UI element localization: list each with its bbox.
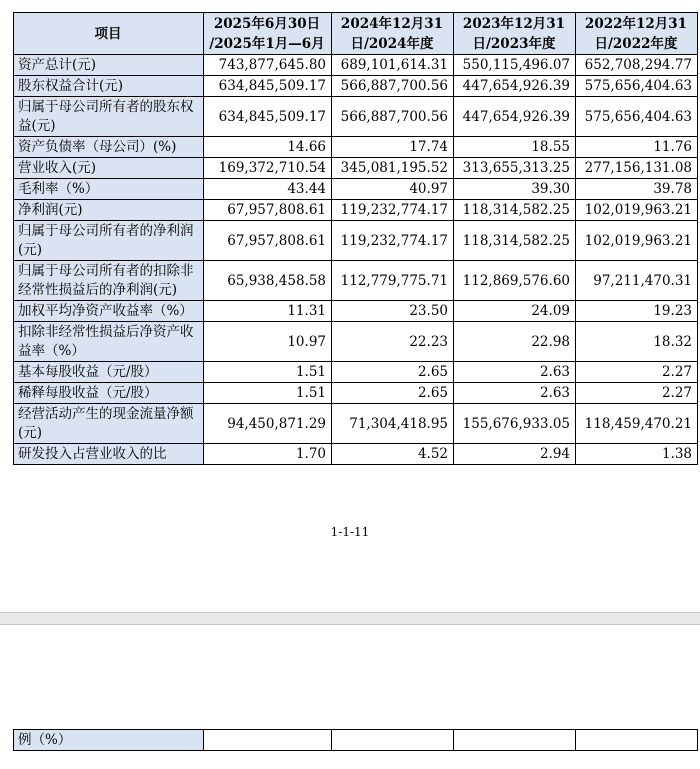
table-cell: 11.31 <box>204 301 332 322</box>
table-row <box>14 55 698 76</box>
table-cell: 118,314,582.25 <box>454 221 576 261</box>
table-cell: 2.65 <box>332 362 454 383</box>
row-label: 归属于母公司所有者的净利润(元) <box>14 221 204 261</box>
table-row <box>14 221 698 261</box>
table-row <box>14 179 698 200</box>
table-header-row <box>14 13 698 55</box>
table-row <box>14 444 698 465</box>
table-cell: 39.30 <box>454 179 576 200</box>
table-cell: 2.65 <box>332 383 454 404</box>
table-row <box>14 383 698 404</box>
table-cell: 65,938,458.58 <box>204 261 332 301</box>
row-label: 资产总计(元) <box>14 55 204 76</box>
row-label: 资产负债率（母公司）(%) <box>14 137 204 158</box>
table-cell: 18.32 <box>576 322 698 362</box>
table-cell: 1.70 <box>204 444 332 465</box>
row-label: 例（%） <box>14 730 204 751</box>
table-cell: 634,845,509.17 <box>204 97 332 137</box>
table-cell: 566,887,700.56 <box>332 76 454 97</box>
table-cell: 18.55 <box>454 137 576 158</box>
table-cell: 652,708,294.77 <box>576 55 698 76</box>
table-cell: 313,655,313.25 <box>454 158 576 179</box>
table-cell: 112,779,775.71 <box>332 261 454 301</box>
row-label: 扣除非经常性损益后净资产收益率（%） <box>14 322 204 362</box>
table-cell: 575,656,404.63 <box>576 76 698 97</box>
row-label: 加权平均净资产收益率（%） <box>14 301 204 322</box>
table-row <box>14 261 698 301</box>
table-row <box>14 404 698 444</box>
table-cell: 2.27 <box>576 383 698 404</box>
financial-data-table <box>13 12 698 465</box>
table-cell: 1.51 <box>204 362 332 383</box>
table-row <box>14 137 698 158</box>
table-cell: 67,957,808.61 <box>204 221 332 261</box>
table-cell: 22.23 <box>332 322 454 362</box>
row-label: 净利润(元) <box>14 200 204 221</box>
table-cell: 743,877,645.80 <box>204 55 332 76</box>
table-cell: 447,654,926.39 <box>454 97 576 137</box>
header-2025h1: 2025年6月30日 /2025年1月—6月 <box>204 13 332 55</box>
table-cell: 2.27 <box>576 362 698 383</box>
table-body <box>14 55 698 465</box>
table-row <box>14 76 698 97</box>
header-2022: 2022年12月31 日/2022年度 <box>576 13 698 55</box>
table-cell: 2.63 <box>454 362 576 383</box>
table-cell <box>576 730 698 751</box>
header-2024: 2024年12月31 日/2024年度 <box>332 13 454 55</box>
table-cell: 4.52 <box>332 444 454 465</box>
table-cell: 24.09 <box>454 301 576 322</box>
table-row <box>14 301 698 322</box>
table-cell: 2.94 <box>454 444 576 465</box>
table-row <box>14 730 698 751</box>
table-cell: 71,304,418.95 <box>332 404 454 444</box>
page-gap <box>0 612 700 625</box>
table-cell: 689,101,614.31 <box>332 55 454 76</box>
table-cell: 14.66 <box>204 137 332 158</box>
table-cell <box>204 730 332 751</box>
table-cell: 169,372,710.54 <box>204 158 332 179</box>
table-cell: 118,314,582.25 <box>454 200 576 221</box>
row-label: 稀释每股收益（元/股） <box>14 383 204 404</box>
table-cell: 575,656,404.63 <box>576 97 698 137</box>
table-cell: 118,459,470.21 <box>576 404 698 444</box>
table-cell: 102,019,963.21 <box>576 221 698 261</box>
table-cell: 119,232,774.17 <box>332 200 454 221</box>
page-number: 1-1-11 <box>330 525 370 539</box>
table-cell: 23.50 <box>332 301 454 322</box>
table-cell: 19.23 <box>576 301 698 322</box>
table-cell <box>454 730 576 751</box>
table-cell: 550,115,496.07 <box>454 55 576 76</box>
table-cell: 119,232,774.17 <box>332 221 454 261</box>
table-row <box>14 158 698 179</box>
header-item: 项目 <box>14 13 204 55</box>
table-cell: 67,957,808.61 <box>204 200 332 221</box>
table-cell: 11.76 <box>576 137 698 158</box>
table-cell: 1.51 <box>204 383 332 404</box>
continuation-table <box>13 729 698 751</box>
table-row <box>14 322 698 362</box>
table-cell: 447,654,926.39 <box>454 76 576 97</box>
table-row <box>14 97 698 137</box>
row-label: 研发投入占营业收入的比 <box>14 444 204 465</box>
row-label: 股东权益合计(元) <box>14 76 204 97</box>
table-row <box>14 200 698 221</box>
row-label: 基本每股收益（元/股） <box>14 362 204 383</box>
table-cell: 43.44 <box>204 179 332 200</box>
row-label: 归属于母公司所有者的扣除非经常性损益后的净利润(元) <box>14 261 204 301</box>
table-cell: 566,887,700.56 <box>332 97 454 137</box>
table-cell: 40.97 <box>332 179 454 200</box>
table-cell: 22.98 <box>454 322 576 362</box>
table-cell: 94,450,871.29 <box>204 404 332 444</box>
table-cell: 1.38 <box>576 444 698 465</box>
row-label: 毛利率（%） <box>14 179 204 200</box>
table-cell: 155,676,933.05 <box>454 404 576 444</box>
table-cell: 102,019,963.21 <box>576 200 698 221</box>
row-label: 经营活动产生的现金流量净额(元) <box>14 404 204 444</box>
row-label: 营业收入(元) <box>14 158 204 179</box>
table-cell: 97,211,470.31 <box>576 261 698 301</box>
table-cell: 634,845,509.17 <box>204 76 332 97</box>
table-cell: 39.78 <box>576 179 698 200</box>
table-cell <box>332 730 454 751</box>
table-cell: 345,081,195.52 <box>332 158 454 179</box>
table-cell: 2.63 <box>454 383 576 404</box>
table-cell: 10.97 <box>204 322 332 362</box>
table-cell: 277,156,131.08 <box>576 158 698 179</box>
row-label: 归属于母公司所有者的股东权益(元) <box>14 97 204 137</box>
header-2023: 2023年12月31 日/2023年度 <box>454 13 576 55</box>
table-cell: 112,869,576.60 <box>454 261 576 301</box>
table-row <box>14 362 698 383</box>
table-cell: 17.74 <box>332 137 454 158</box>
